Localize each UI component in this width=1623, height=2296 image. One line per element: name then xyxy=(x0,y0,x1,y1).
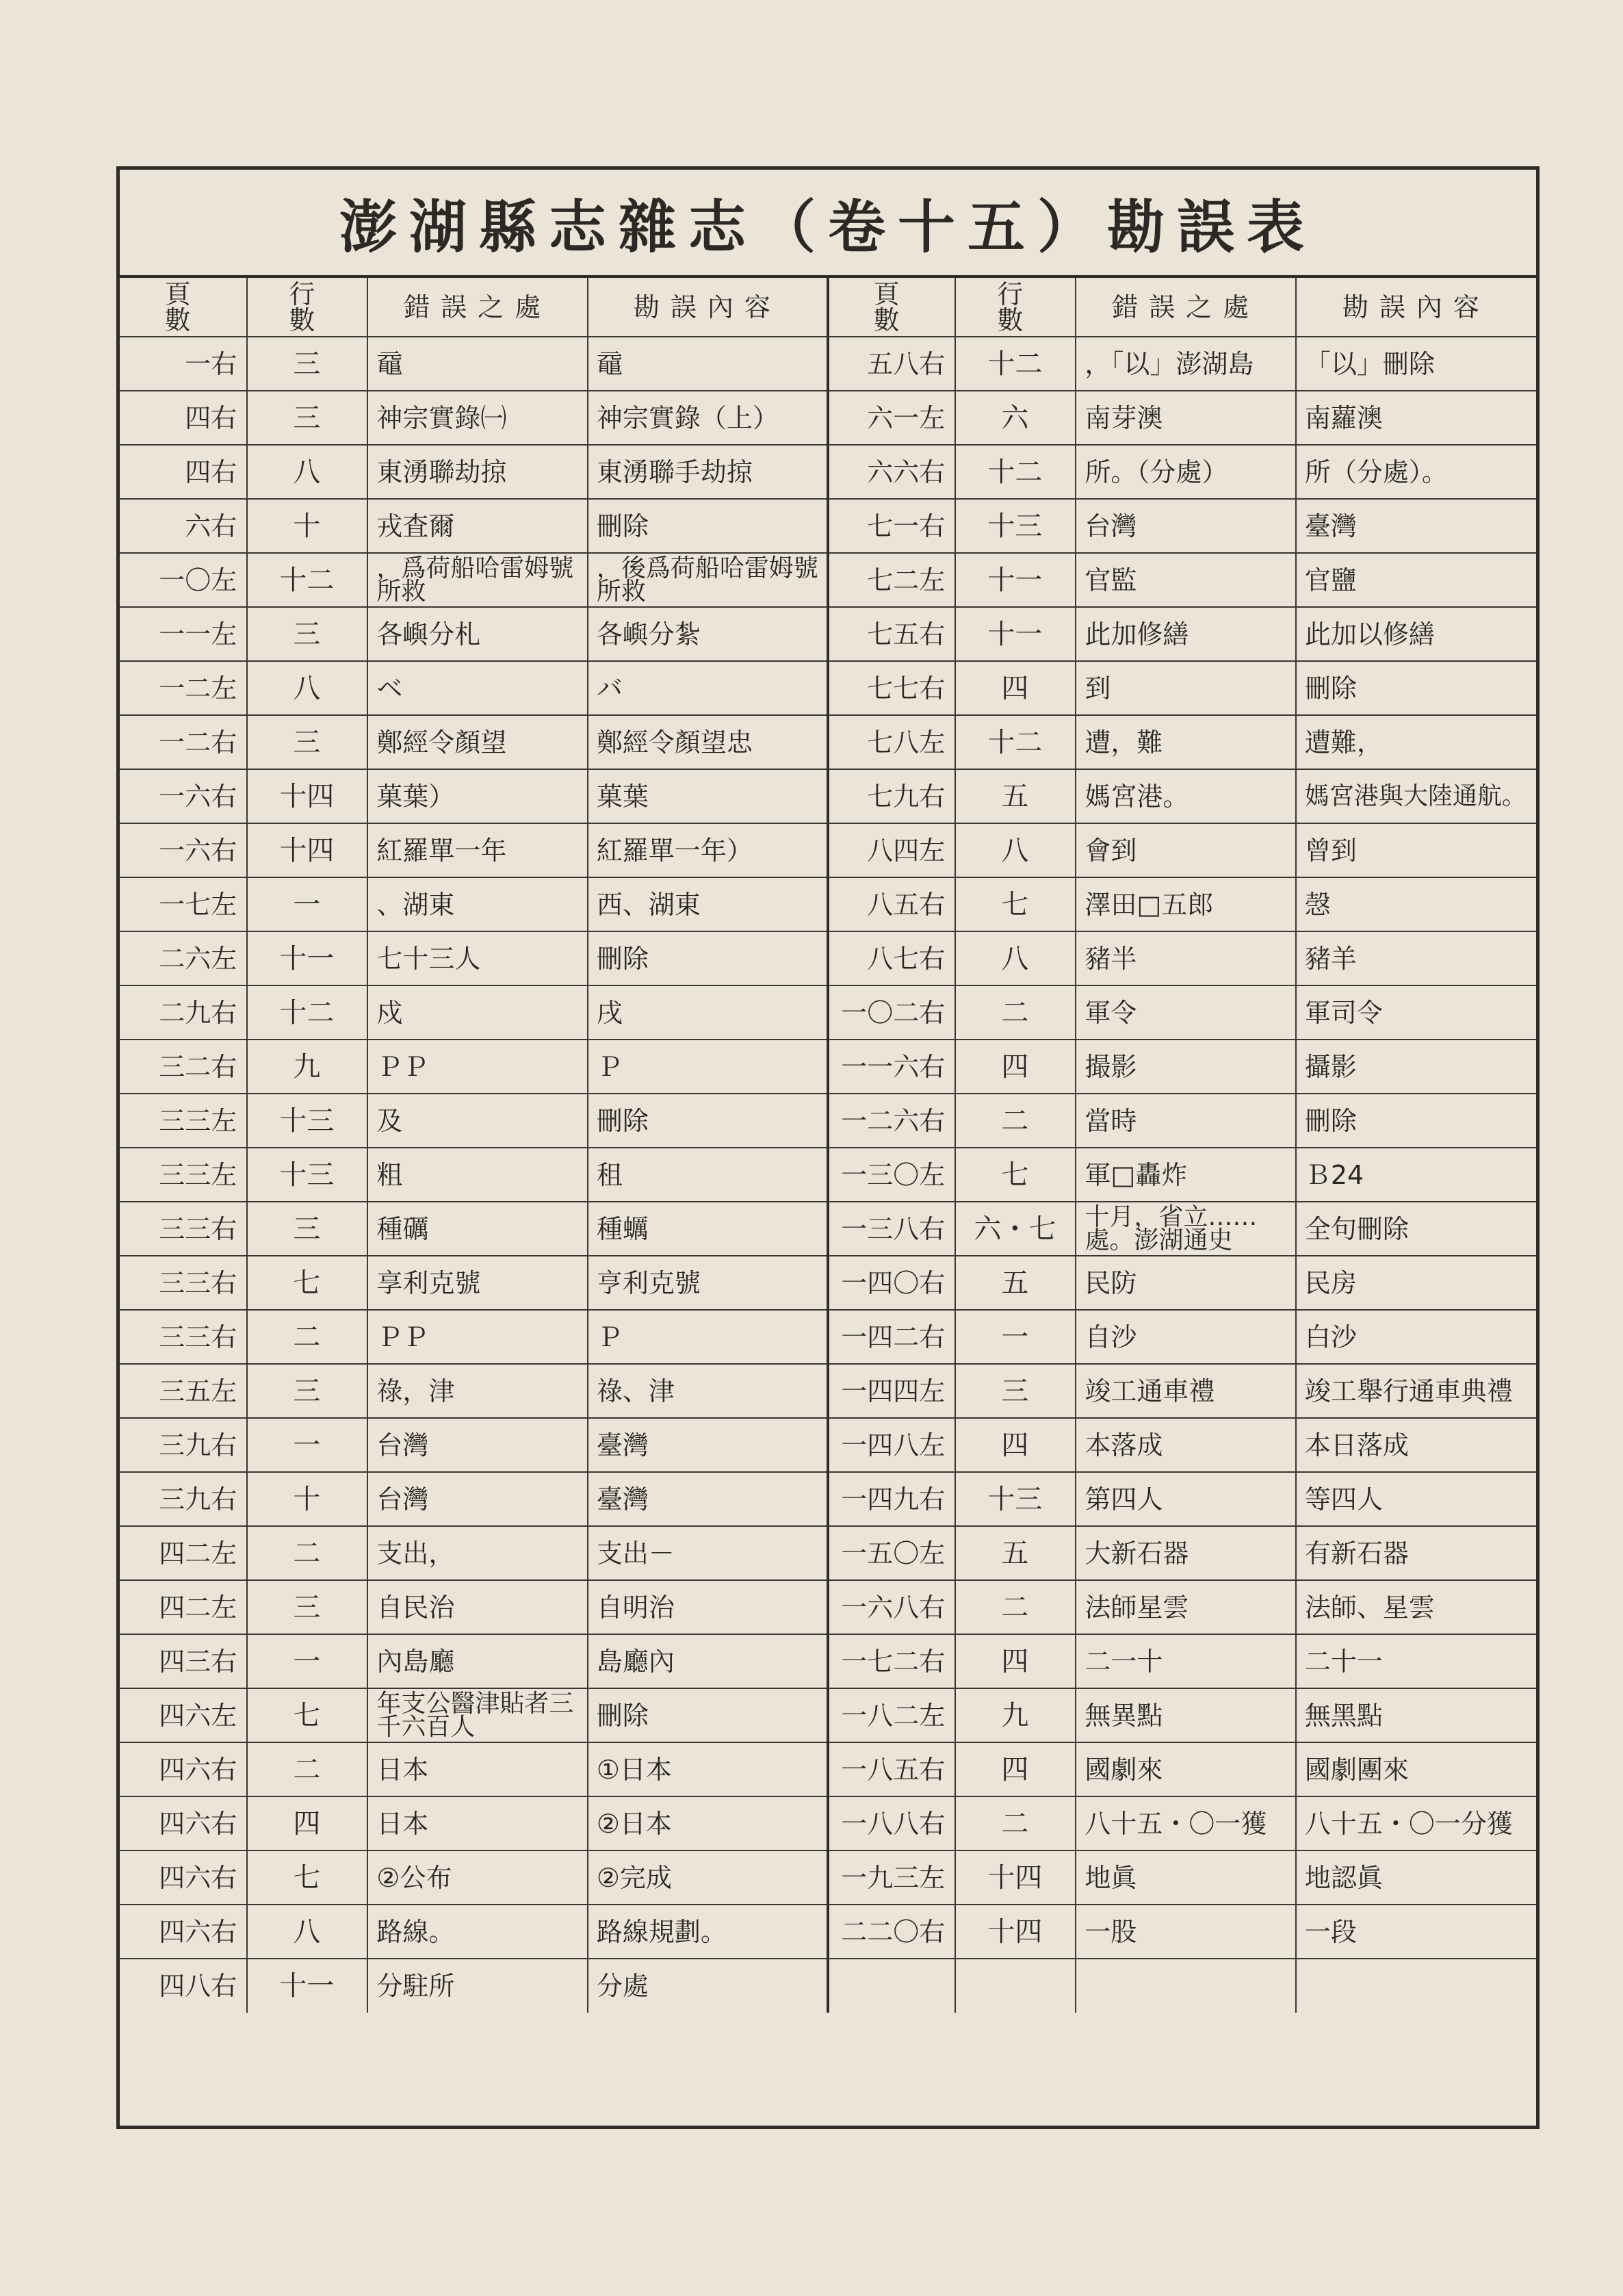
error-cell-left: 鄭經令顏望 xyxy=(367,715,587,769)
line-cell-left: 七 xyxy=(247,1688,367,1742)
page-cell-right: 七八左 xyxy=(828,715,955,769)
line-cell-right: 二 xyxy=(955,1580,1076,1634)
table-row xyxy=(120,1040,1536,1094)
header-page-left: 頁 數 xyxy=(120,278,247,337)
line-cell-left: 三 xyxy=(247,1580,367,1634)
line-cell-left: 二 xyxy=(247,1526,367,1580)
correction-cell-left: 鄭經令顏望忠 xyxy=(588,715,828,769)
correction-cell-left: 祿、津 xyxy=(588,1364,828,1418)
line-cell-right: 十四 xyxy=(955,1905,1076,1959)
page-cell-right: 六六右 xyxy=(828,445,955,499)
table-row xyxy=(120,337,1536,391)
correction-cell-right: 二十一 xyxy=(1296,1634,1536,1688)
page-cell-right: 一三八右 xyxy=(828,1202,955,1256)
line-cell-left: 九 xyxy=(247,1040,367,1094)
line-cell-right: 四 xyxy=(955,1040,1076,1094)
correction-cell-right: 豬羊 xyxy=(1296,931,1536,985)
page-cell-left: 四二左 xyxy=(120,1526,247,1580)
line-cell-right: 十一 xyxy=(955,607,1076,661)
error-cell-left: 年支公醫津貼者三千六百人 xyxy=(367,1688,587,1742)
error-cell-left: 內島廳 xyxy=(367,1634,587,1688)
error-cell-left: ，爲荷船哈雷姆號所救 xyxy=(367,553,587,607)
line-cell-left: 三 xyxy=(247,391,367,445)
line-cell-right: 四 xyxy=(955,1634,1076,1688)
header-error-left: 錯誤之處 xyxy=(367,278,587,337)
line-cell-right: 五 xyxy=(955,1256,1076,1310)
table-row xyxy=(120,823,1536,877)
table-row xyxy=(120,769,1536,823)
page-cell-right: 一四四左 xyxy=(828,1364,955,1418)
page-cell-right: 一六八右 xyxy=(828,1580,955,1634)
error-cell-right: 豬半 xyxy=(1076,931,1295,985)
correction-cell-left: Ｐ xyxy=(588,1040,828,1094)
page-cell-left: 二九右 xyxy=(120,985,247,1040)
line-cell-left: 四 xyxy=(247,1796,367,1850)
page-cell-left: 四二左 xyxy=(120,1580,247,1634)
line-cell-right: 十二 xyxy=(955,337,1076,391)
page-cell-right: 七五右 xyxy=(828,607,955,661)
page-cell-left: 一六右 xyxy=(120,823,247,877)
line-cell-left: 十二 xyxy=(247,553,367,607)
page-cell-right: 七二左 xyxy=(828,553,955,607)
correction-cell-right: 此加以修繕 xyxy=(1296,607,1536,661)
line-cell-left: 十二 xyxy=(247,985,367,1040)
correction-cell-left: 東湧聯手劫掠 xyxy=(588,445,828,499)
page-cell-left: 四六右 xyxy=(120,1850,247,1905)
page-cell-left: 四六右 xyxy=(120,1796,247,1850)
page-cell-right: 一八八右 xyxy=(828,1796,955,1850)
error-cell-left: 及 xyxy=(367,1094,587,1148)
table-row xyxy=(120,1094,1536,1148)
error-cell-right: 澤田□五郎 xyxy=(1076,877,1295,931)
line-cell-left: 三 xyxy=(247,1364,367,1418)
table-row xyxy=(120,1364,1536,1418)
error-cell-right: 一股 xyxy=(1076,1905,1295,1959)
error-cell-left: 日本 xyxy=(367,1742,587,1796)
line-cell-left: 一 xyxy=(247,1418,367,1472)
error-cell-left: 各嶼分札 xyxy=(367,607,587,661)
correction-cell-right: 白沙 xyxy=(1296,1310,1536,1364)
error-cell-right: 此加修繕 xyxy=(1076,607,1295,661)
line-cell-right: 六・七 xyxy=(955,1202,1076,1256)
error-cell-left: ＰＰ xyxy=(367,1040,587,1094)
correction-cell-left: 刪除 xyxy=(588,1688,828,1742)
correction-cell-right: 遭難， xyxy=(1296,715,1536,769)
line-cell-left: 二 xyxy=(247,1742,367,1796)
correction-cell-right: 軍司令 xyxy=(1296,985,1536,1040)
error-cell-right: 所。（分處） xyxy=(1076,445,1295,499)
page-cell-left: 三三右 xyxy=(120,1310,247,1364)
correction-cell-right: 一段 xyxy=(1296,1905,1536,1959)
error-cell-left: 粗 xyxy=(367,1148,587,1202)
page-cell-left: 二六左 xyxy=(120,931,247,985)
page-cell-left: 三三左 xyxy=(120,1094,247,1148)
error-cell-right: 竣工通車禮 xyxy=(1076,1364,1295,1418)
error-cell-left: ＰＰ xyxy=(367,1310,587,1364)
line-cell-right: 四 xyxy=(955,1742,1076,1796)
page-cell-right: 八四左 xyxy=(828,823,955,877)
error-cell-right: 到 xyxy=(1076,661,1295,715)
line-cell-right: 一 xyxy=(955,1310,1076,1364)
line-cell-right: 十三 xyxy=(955,499,1076,553)
error-cell-right: 台灣 xyxy=(1076,499,1295,553)
correction-cell-right: 刪除 xyxy=(1296,661,1536,715)
page-cell-right: 一四九右 xyxy=(828,1472,955,1526)
error-cell-right: 南芽澳 xyxy=(1076,391,1295,445)
error-cell-left: 分駐所 xyxy=(367,1959,587,2013)
line-cell-left: 七 xyxy=(247,1256,367,1310)
table-row xyxy=(120,1959,1536,2013)
correction-cell-right: 無黑點 xyxy=(1296,1688,1536,1742)
error-cell-right: 會到 xyxy=(1076,823,1295,877)
table-row xyxy=(120,499,1536,553)
error-cell-right: 法師星雲 xyxy=(1076,1580,1295,1634)
line-cell-left: 八 xyxy=(247,661,367,715)
error-cell-right xyxy=(1076,1959,1295,2013)
correction-cell-left: 刪除 xyxy=(588,1094,828,1148)
correction-cell-left: 亨利克號 xyxy=(588,1256,828,1310)
page-cell-left: 三三左 xyxy=(120,1148,247,1202)
correction-cell-right: 愨 xyxy=(1296,877,1536,931)
error-cell-right: 第四人 xyxy=(1076,1472,1295,1526)
correction-cell-right: Ｂ24 xyxy=(1296,1148,1536,1202)
correction-cell-left: ②完成 xyxy=(588,1850,828,1905)
line-cell-right: 二 xyxy=(955,1796,1076,1850)
correction-cell-left: 種蠣 xyxy=(588,1202,828,1256)
error-cell-right: 二一十 xyxy=(1076,1634,1295,1688)
page-cell-left: 四六左 xyxy=(120,1688,247,1742)
page-cell-left: 一〇左 xyxy=(120,553,247,607)
correction-cell-right: 竣工舉行通車典禮 xyxy=(1296,1364,1536,1418)
page-cell-left: 一二右 xyxy=(120,715,247,769)
page-cell-left: 三三右 xyxy=(120,1202,247,1256)
error-cell-right: 自沙 xyxy=(1076,1310,1295,1364)
line-cell-right: 十二 xyxy=(955,715,1076,769)
table-row xyxy=(120,1634,1536,1688)
correction-cell-right: 民房 xyxy=(1296,1256,1536,1310)
table-row xyxy=(120,1580,1536,1634)
table-row xyxy=(120,877,1536,931)
correction-cell-left: 西、湖東 xyxy=(588,877,828,931)
error-cell-left: 自民治 xyxy=(367,1580,587,1634)
table-row xyxy=(120,1796,1536,1850)
error-cell-left: 黿 xyxy=(367,337,587,391)
line-cell-right: 九 xyxy=(955,1688,1076,1742)
correction-cell-right: 等四人 xyxy=(1296,1472,1536,1526)
error-cell-left: ベ xyxy=(367,661,587,715)
table-row xyxy=(120,1850,1536,1905)
line-cell-right: 二 xyxy=(955,1094,1076,1148)
correction-cell-left: 臺灣 xyxy=(588,1472,828,1526)
page-cell-left: 四六右 xyxy=(120,1742,247,1796)
error-cell-right: 民防 xyxy=(1076,1256,1295,1310)
correction-cell-right: 國劇團來 xyxy=(1296,1742,1536,1796)
page-cell-left: 三九右 xyxy=(120,1472,247,1526)
page-cell-right: 二二〇右 xyxy=(828,1905,955,1959)
table-row xyxy=(120,1256,1536,1310)
line-cell-right: 二 xyxy=(955,985,1076,1040)
error-cell-left: 戎査爾 xyxy=(367,499,587,553)
page-cell-left: 三五左 xyxy=(120,1364,247,1418)
correction-cell-right: 媽宮港與大陸通航。 xyxy=(1296,769,1536,823)
correction-cell-left: 路線規劃。 xyxy=(588,1905,828,1959)
error-cell-right: 官監 xyxy=(1076,553,1295,607)
page-cell-right: 一三〇左 xyxy=(828,1148,955,1202)
page-cell-right: 一〇二右 xyxy=(828,985,955,1040)
line-cell-right: 十四 xyxy=(955,1850,1076,1905)
line-cell-right: 七 xyxy=(955,877,1076,931)
error-cell-left: 路線。 xyxy=(367,1905,587,1959)
page-cell-right: 一四二右 xyxy=(828,1310,955,1364)
correction-cell-left: 刪除 xyxy=(588,499,828,553)
error-cell-right: 當時 xyxy=(1076,1094,1295,1148)
error-cell-right: 遭，難 xyxy=(1076,715,1295,769)
page-cell-left: 四右 xyxy=(120,445,247,499)
correction-cell-left: 紅羅單一年） xyxy=(588,823,828,877)
error-cell-right: 媽宮港。 xyxy=(1076,769,1295,823)
page-cell-right: 一七二右 xyxy=(828,1634,955,1688)
line-cell-right: 三 xyxy=(955,1364,1076,1418)
line-cell-left: 三 xyxy=(247,1202,367,1256)
error-cell-right: 地眞 xyxy=(1076,1850,1295,1905)
table-row xyxy=(120,1310,1536,1364)
correction-cell-left: 刪除 xyxy=(588,931,828,985)
correction-cell-right: 「以」刪除 xyxy=(1296,337,1536,391)
error-cell-right: 大新石器 xyxy=(1076,1526,1295,1580)
page-cell-left: 三三右 xyxy=(120,1256,247,1310)
line-cell-right: 七 xyxy=(955,1148,1076,1202)
page-cell-right: 七七右 xyxy=(828,661,955,715)
error-cell-right: 國劇來 xyxy=(1076,1742,1295,1796)
correction-cell-left: 神宗實錄（上） xyxy=(588,391,828,445)
correction-cell-right: 攝影 xyxy=(1296,1040,1536,1094)
table-row xyxy=(120,1688,1536,1742)
error-cell-left: 戍 xyxy=(367,985,587,1040)
table-row xyxy=(120,985,1536,1040)
correction-cell-right: 刪除 xyxy=(1296,1094,1536,1148)
header-page-right: 頁 數 xyxy=(828,278,955,337)
line-cell-left: 二 xyxy=(247,1310,367,1364)
line-cell-right xyxy=(955,1959,1076,2013)
error-cell-left: 台灣 xyxy=(367,1472,587,1526)
page-cell-right: 七九右 xyxy=(828,769,955,823)
page-cell-left: 四右 xyxy=(120,391,247,445)
page-cell-left: 一六右 xyxy=(120,769,247,823)
line-cell-right: 五 xyxy=(955,769,1076,823)
page-cell-left: 一七左 xyxy=(120,877,247,931)
error-cell-right: 軍令 xyxy=(1076,985,1295,1040)
page-cell-left: 三九右 xyxy=(120,1418,247,1472)
table-row xyxy=(120,553,1536,607)
correction-cell-left: 戌 xyxy=(588,985,828,1040)
error-cell-right: 本落成 xyxy=(1076,1418,1295,1472)
page-cell-left: 四六右 xyxy=(120,1905,247,1959)
table-row xyxy=(120,1472,1536,1526)
correction-cell-left: ①日本 xyxy=(588,1742,828,1796)
line-cell-left: 十三 xyxy=(247,1148,367,1202)
error-cell-right: 軍□轟炸 xyxy=(1076,1148,1295,1202)
error-cell-right: ，「以」澎湖島 xyxy=(1076,337,1295,391)
error-cell-right: 八十五・〇一獲 xyxy=(1076,1796,1295,1850)
correction-cell-left: 臺灣 xyxy=(588,1418,828,1472)
table-row xyxy=(120,1418,1536,1472)
error-cell-left: 東湧聯劫掠 xyxy=(367,445,587,499)
page-cell-right: 一九三左 xyxy=(828,1850,955,1905)
line-cell-left: 三 xyxy=(247,337,367,391)
error-cell-left: 七十三人 xyxy=(367,931,587,985)
correction-cell-right: 官鹽 xyxy=(1296,553,1536,607)
header-correction-right: 勘誤內容 xyxy=(1296,278,1536,337)
table-row xyxy=(120,931,1536,985)
header-line-left: 行 數 xyxy=(247,278,367,337)
error-cell-right: 無異點 xyxy=(1076,1688,1295,1742)
line-cell-right: 十一 xyxy=(955,553,1076,607)
correction-cell-right: 八十五・〇一分獲 xyxy=(1296,1796,1536,1850)
table-row xyxy=(120,391,1536,445)
page-cell-right: 五八右 xyxy=(828,337,955,391)
line-cell-right: 四 xyxy=(955,661,1076,715)
line-cell-left: 三 xyxy=(247,715,367,769)
line-cell-right: 八 xyxy=(955,931,1076,985)
page-cell-left: 三二右 xyxy=(120,1040,247,1094)
correction-cell-left: Ｐ xyxy=(588,1310,828,1364)
page-cell-right: 八五右 xyxy=(828,877,955,931)
error-cell-left: 種礪 xyxy=(367,1202,587,1256)
line-cell-left: 十四 xyxy=(247,769,367,823)
correction-cell-left: ，後爲荷船哈雷姆號所救 xyxy=(588,553,828,607)
errata-table xyxy=(120,278,1536,2013)
correction-cell-right: 本日落成 xyxy=(1296,1418,1536,1472)
line-cell-left: 七 xyxy=(247,1850,367,1905)
error-cell-left: 、湖東 xyxy=(367,877,587,931)
page-cell-right: 一八二左 xyxy=(828,1688,955,1742)
table-row xyxy=(120,607,1536,661)
correction-cell-left: 島廳內 xyxy=(588,1634,828,1688)
table-row xyxy=(120,445,1536,499)
correction-cell-right: 全句刪除 xyxy=(1296,1202,1536,1256)
line-cell-right: 四 xyxy=(955,1418,1076,1472)
page-cell-right: 一八五右 xyxy=(828,1742,955,1796)
line-cell-left: 十 xyxy=(247,1472,367,1526)
line-cell-left: 十 xyxy=(247,499,367,553)
line-cell-right: 十三 xyxy=(955,1472,1076,1526)
header-error-right: 錯誤之處 xyxy=(1076,278,1295,337)
document-title: 澎湖縣志雜志（卷十五）勘誤表 xyxy=(120,170,1536,278)
table-row xyxy=(120,1526,1536,1580)
error-cell-left: 神宗實錄㈠ xyxy=(367,391,587,445)
correction-cell-left: 黿 xyxy=(588,337,828,391)
header-correction-left: 勘誤內容 xyxy=(588,278,828,337)
page-cell-right: 一四八左 xyxy=(828,1418,955,1472)
line-cell-left: 十四 xyxy=(247,823,367,877)
line-cell-left: 三 xyxy=(247,607,367,661)
correction-cell-left: 分處 xyxy=(588,1959,828,2013)
page-cell-right: 一二六右 xyxy=(828,1094,955,1148)
table-row xyxy=(120,1742,1536,1796)
page-cell-left: 四八右 xyxy=(120,1959,247,2013)
error-cell-right: 撮影 xyxy=(1076,1040,1295,1094)
error-cell-left: 享利克號 xyxy=(367,1256,587,1310)
line-cell-left: 十一 xyxy=(247,931,367,985)
table-row xyxy=(120,1148,1536,1202)
page-cell-left: 一一左 xyxy=(120,607,247,661)
correction-cell-left: 菓葉 xyxy=(588,769,828,823)
line-cell-left: 十一 xyxy=(247,1959,367,2013)
correction-cell-right: 臺灣 xyxy=(1296,499,1536,553)
correction-cell-left: 租 xyxy=(588,1148,828,1202)
error-cell-left: 菓葉） xyxy=(367,769,587,823)
page-cell-right: 一一六右 xyxy=(828,1040,955,1094)
correction-cell-left: 支出－ xyxy=(588,1526,828,1580)
page-cell-right xyxy=(828,1959,955,2013)
line-cell-left: 八 xyxy=(247,445,367,499)
page-cell-right: 一四〇右 xyxy=(828,1256,955,1310)
correction-cell-right: 法師、星雲 xyxy=(1296,1580,1536,1634)
error-cell-left: ②公布 xyxy=(367,1850,587,1905)
correction-cell-left: ②日本 xyxy=(588,1796,828,1850)
error-cell-left: 台灣 xyxy=(367,1418,587,1472)
error-cell-left: 支出， xyxy=(367,1526,587,1580)
line-cell-right: 八 xyxy=(955,823,1076,877)
error-cell-right: 十月，省立……處。澎湖通史 xyxy=(1076,1202,1295,1256)
correction-cell-left: 各嶼分紮 xyxy=(588,607,828,661)
correction-cell-right: 有新石器 xyxy=(1296,1526,1536,1580)
table-row xyxy=(120,715,1536,769)
line-cell-right: 六 xyxy=(955,391,1076,445)
line-cell-right: 五 xyxy=(955,1526,1076,1580)
header-line-right: 行 數 xyxy=(955,278,1076,337)
page-cell-left: 六右 xyxy=(120,499,247,553)
line-cell-left: 一 xyxy=(247,877,367,931)
correction-cell-left: バ xyxy=(588,661,828,715)
error-cell-left: 紅羅單一年 xyxy=(367,823,587,877)
page-cell-left: 一二左 xyxy=(120,661,247,715)
table-row xyxy=(120,661,1536,715)
page-cell-left: 一右 xyxy=(120,337,247,391)
page-cell-left: 四三右 xyxy=(120,1634,247,1688)
errata-frame xyxy=(116,166,1540,2129)
table-row xyxy=(120,1202,1536,1256)
page-cell-right: 六一左 xyxy=(828,391,955,445)
correction-cell-right: 南蘿澳 xyxy=(1296,391,1536,445)
line-cell-left: 十三 xyxy=(247,1094,367,1148)
page-cell-right: 八七右 xyxy=(828,931,955,985)
page-cell-right: 七一右 xyxy=(828,499,955,553)
line-cell-left: 八 xyxy=(247,1905,367,1959)
error-cell-left: 祿，津 xyxy=(367,1364,587,1418)
line-cell-left: 一 xyxy=(247,1634,367,1688)
correction-cell-right: 地認眞 xyxy=(1296,1850,1536,1905)
table-row xyxy=(120,1905,1536,1959)
correction-cell-right xyxy=(1296,1959,1536,2013)
header-row xyxy=(120,278,1536,337)
correction-cell-right: 曾到 xyxy=(1296,823,1536,877)
correction-cell-right: 所（分處）。 xyxy=(1296,445,1536,499)
correction-cell-left: 自明治 xyxy=(588,1580,828,1634)
line-cell-right: 十二 xyxy=(955,445,1076,499)
page-cell-right: 一五〇左 xyxy=(828,1526,955,1580)
error-cell-left: 日本 xyxy=(367,1796,587,1850)
